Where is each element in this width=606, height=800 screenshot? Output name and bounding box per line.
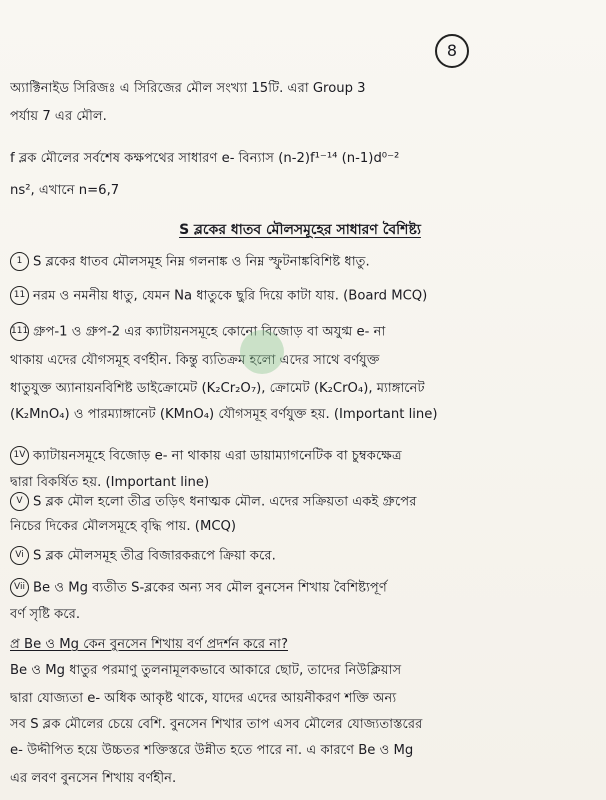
point-6 (10, 546, 600, 565)
answer-line-2: দ্বারা যোজ্যতা e- অধিক আকৃষ্ট থাকে, যাদের এদের আয়নীকরণ শক্তি অন্য (10, 691, 397, 706)
section-heading: S ব্লকের ধাতব মৌলসমূহের সাধারণ বৈশিষ্ট্য (179, 222, 421, 238)
point-7-line-2: বর্ণ সৃষ্টি করে. (10, 607, 81, 622)
marker-1: 1 (10, 252, 29, 271)
point-5-line-1 (10, 492, 600, 511)
marker-2: 11 (10, 286, 29, 305)
marker-6: Vi (10, 546, 29, 565)
answer-line-5: এর লবণ বুনসেন শিখায় বর্ণহীন. (10, 771, 177, 786)
actinide-line-2: পর্যায় 7 এর মৌল. (10, 109, 107, 124)
point-1 (10, 252, 600, 271)
question-line: প্র Be ও Mg কেন বুনসেন শিখায় বর্ণ প্রদর্শন করে না? (10, 637, 288, 652)
f-block-config-line-1: f ব্লক মৌলের সর্বশেষ কক্ষপথের সাধারণ e- বিন্যাস (n-2)f¹⁻¹⁴ (n-1)d⁰⁻² (10, 151, 400, 166)
answer-line-3: সব S ব্লক মৌলের চেয়ে বেশি. বুনসেন শিখার তাপ এসব মৌলের যোজ্যতাস্তরের (10, 717, 423, 732)
marker-3: 111 (10, 322, 29, 341)
point-6-text: S ব্লক মৌলসমূহ তীব্র বিজারকরূপে ক্রিয়া করে. (33, 548, 276, 564)
marker-4: 1V (10, 446, 29, 465)
f-block-config-line-2: ns², এখানে n=6,7 (10, 183, 120, 198)
marker-7: Vii (10, 578, 29, 597)
watermark-logo (240, 330, 284, 374)
page-number: 8 (435, 34, 469, 68)
point-3-line-2: থাকায় এদের যৌগসমূহ বর্ণহীন. কিন্তু ব্যতিক্রম হলো এদের সাথে বর্ণযুক্ত (10, 353, 380, 368)
point-3-line-3: ধাতুযুক্ত অ্যানায়নবিশিষ্ট ডাইক্রোমেট (K₂Cr₂O₇), ক্রোমেট (K₂CrO₄), ম্যাঙ্গানেট (10, 381, 425, 396)
point-3-line-4: (K₂MnO₄) ও পারম্যাঙ্গানেট (KMnO₄) যৌগসমূহ বর্ণযুক্ত হয়. (Important line) (10, 407, 438, 422)
point-4-line-2: দ্বারা বিকর্ষিত হয়. (Important line) (10, 475, 210, 490)
point-5-line-2: নিচের দিকের মৌলসমূহে বৃদ্ধি পায়. (MCQ) (10, 519, 237, 534)
point-4-line-1 (10, 446, 600, 465)
point-3-line-1 (10, 322, 600, 341)
point-7-text-a: Be ও Mg ব্যতীত S-ব্লকের অন্য সব মৌল বুনসেন শিখায় বৈশিষ্ট্যপূর্ণ (33, 580, 387, 596)
point-3-text-a: গ্রুপ-1 ও গ্রুপ-2 এর ক্যাটায়নসমূহে কোনো বিজোড় বা অযুগ্ম e- না (33, 324, 386, 340)
answer-line-4: e- উদ্দীপিত হয়ে উচ্চতর শক্তিস্তরে উন্নীত হতে পারে না. এ কারণে Be ও Mg (10, 743, 414, 758)
point-2-text: নরম ও নমনীয় ধাতু, যেমন Na ধাতুকে ছুরি দিয়ে কাটা যায়. (Board MCQ) (33, 288, 428, 304)
point-7-line-1 (10, 578, 600, 597)
actinide-line-1: অ্যাক্টিনাইড সিরিজঃ এ সিরিজের মৌল সংখ্যা 15টি. এরা Group 3 (10, 81, 366, 96)
point-5-text-a: S ব্লক মৌল হলো তীব্র তড়িৎ ধনাত্মক মৌল. এদের সক্রিয়তা একই গ্রুপের (33, 494, 417, 510)
point-1-text: S ব্লকের ধাতব মৌলসমূহ নিম্ন গলনাঙ্ক ও নিম্ন স্ফুটনাঙ্কবিশিষ্ট ধাতু. (33, 254, 370, 270)
point-4-text-a: ক্যাটায়নসমূহে বিজোড় e- না থাকায় এরা ডায়াম্যাগনেটিক বা চুম্বকক্ষেত্র (33, 448, 402, 464)
answer-line-1: Be ও Mg ধাতুর পরমাণু তুলনামূলকভাবে আকারে ছোট, তাদের নিউক্লিয়াস (10, 663, 402, 678)
marker-5: V (10, 492, 29, 511)
point-2 (10, 286, 600, 305)
